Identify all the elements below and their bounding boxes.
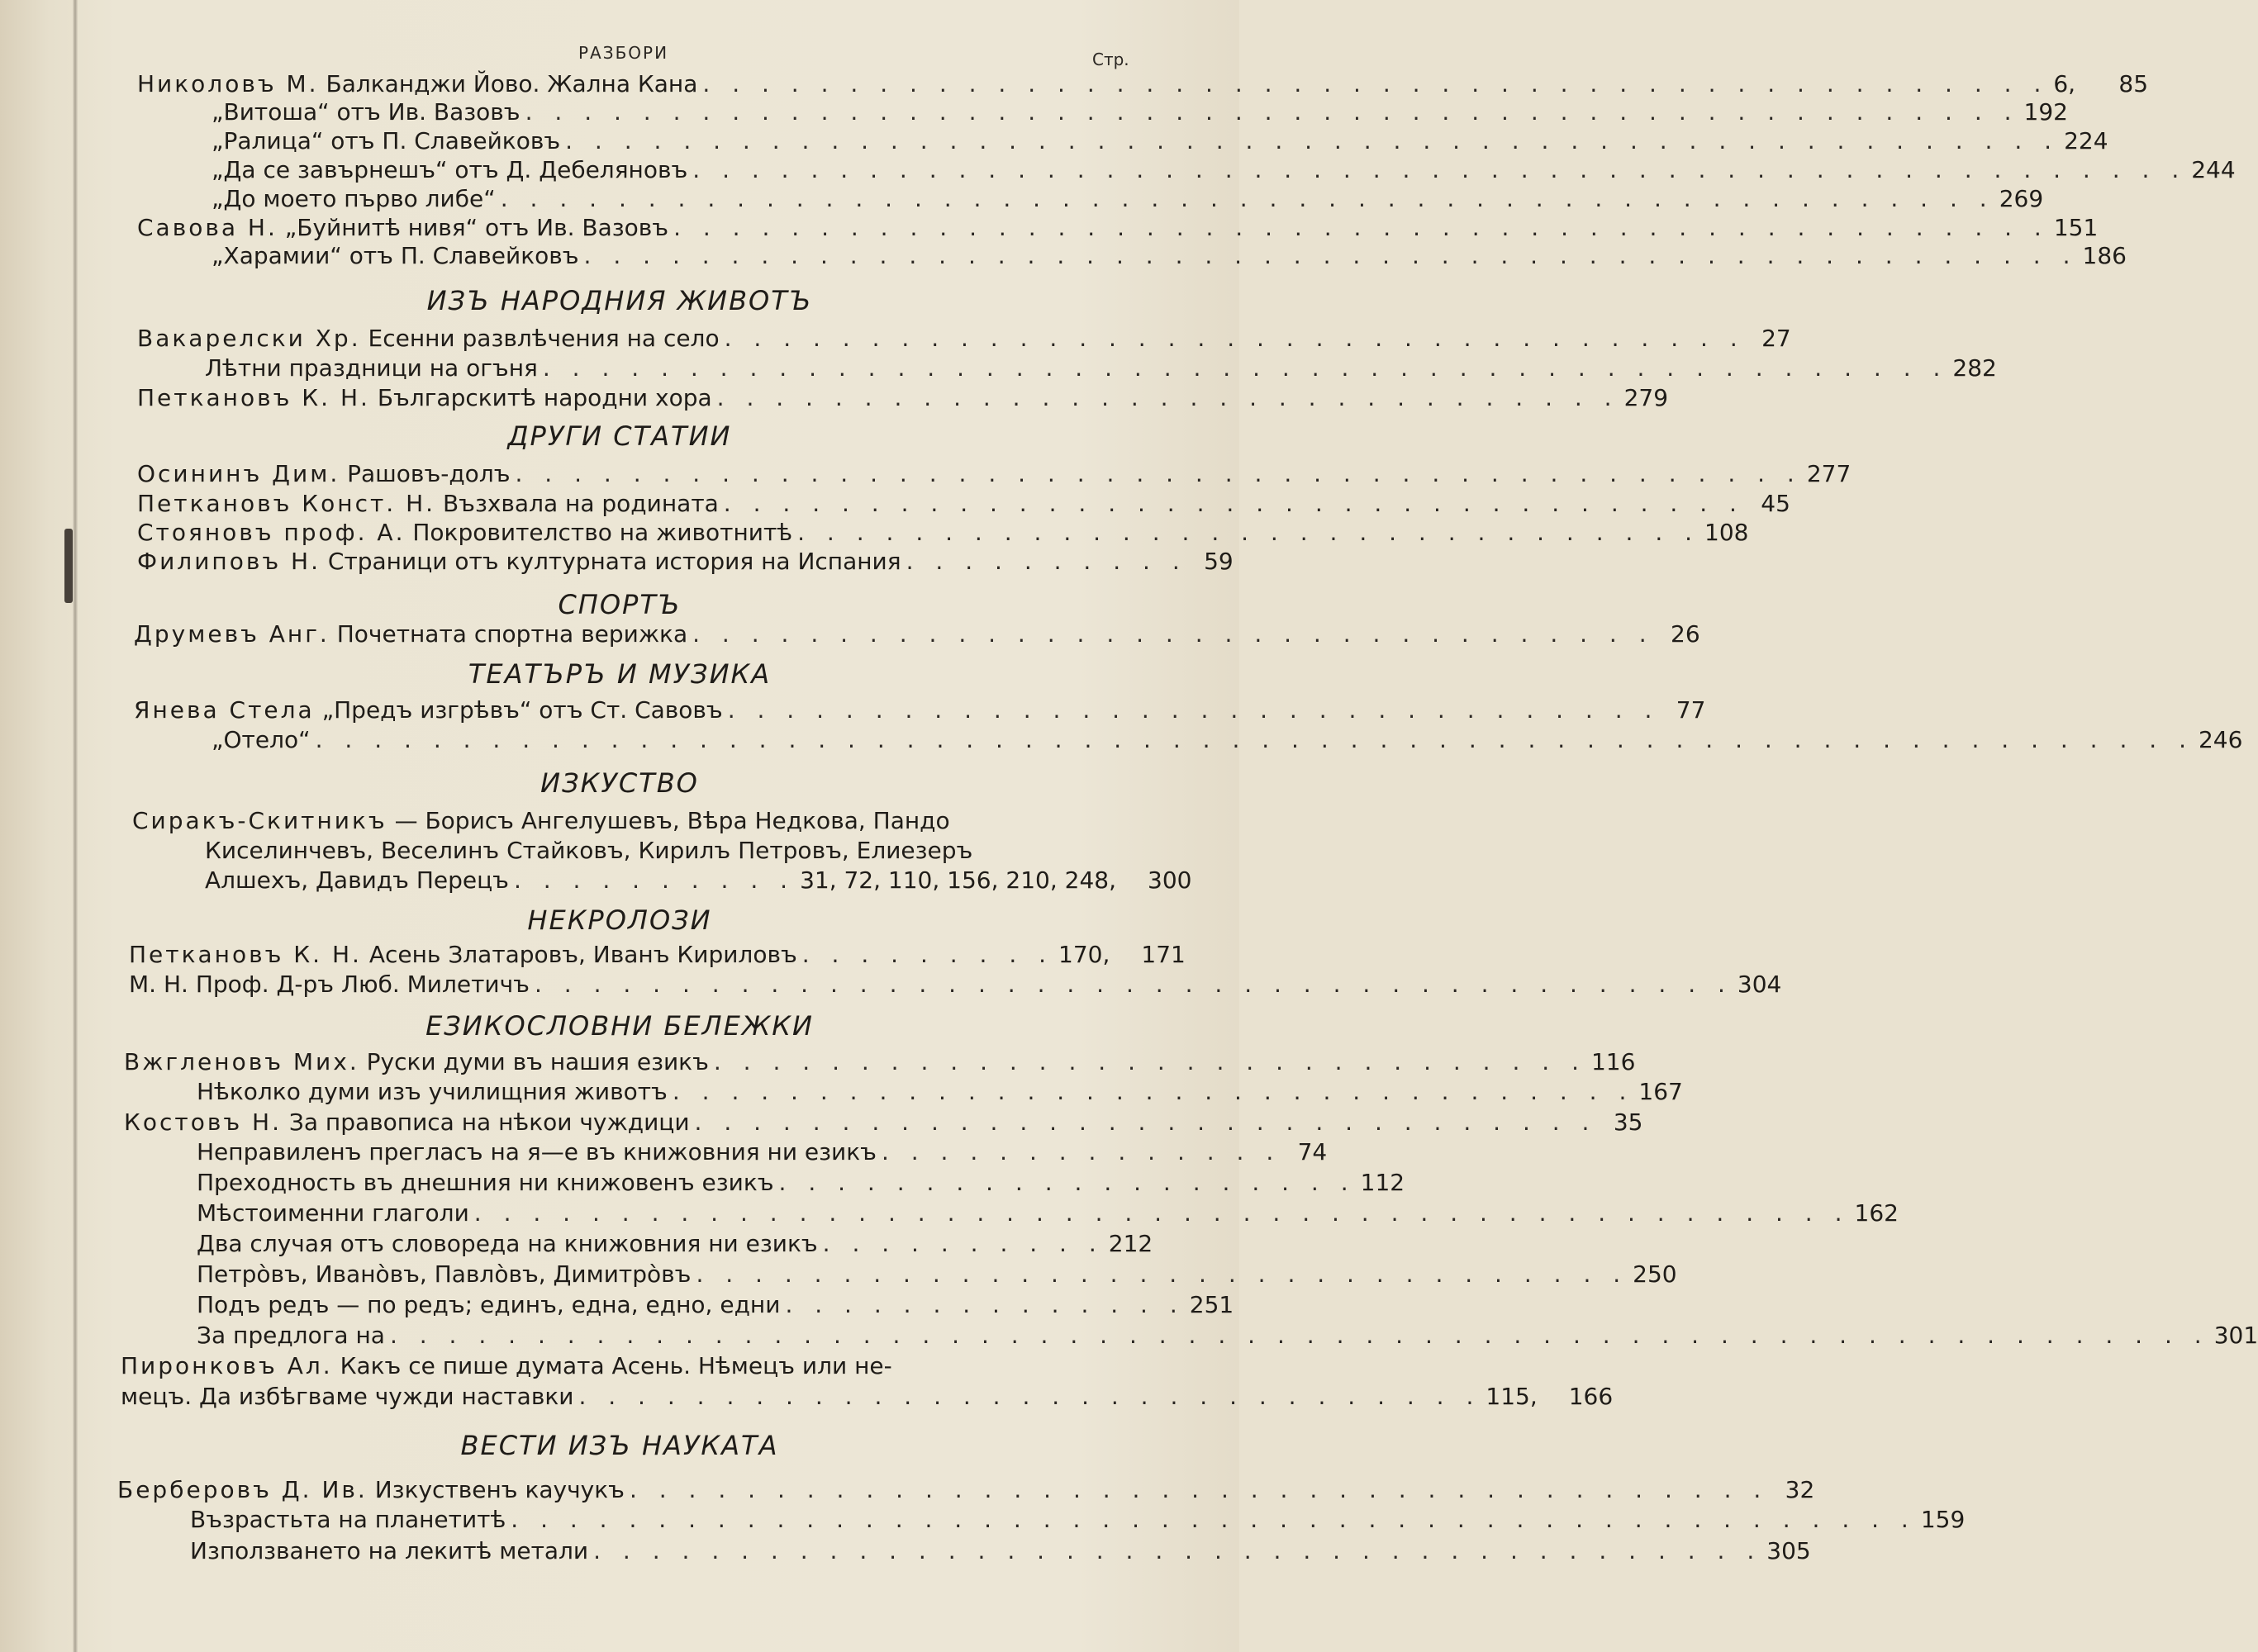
entry-title: Неправиленъ преглаcъ на я—е въ книжовния ни езикъ: [197, 1138, 877, 1165]
entry-title: „Ралица“ отъ П. Славейковъ: [212, 127, 561, 154]
entry-title: За правописа на нѣкои чуждици: [288, 1108, 690, 1136]
entry-author: Петкановъ Конст. Н.: [137, 490, 436, 517]
toc-entry: [137, 489, 1790, 519]
entry-title: Асень Златаровъ, Иванъ Кириловъ: [368, 941, 797, 968]
entry-page: 159: [1920, 1506, 1966, 1533]
entry-page: 244: [2191, 156, 2236, 183]
entry-author: Друмевъ Анг.: [134, 620, 330, 648]
entry-author: Осининъ Дим.: [137, 460, 340, 487]
toc-entry: [197, 1077, 1683, 1107]
leader-dots: . . . . . . . . . . . . . . . . . . . . . . . . . . . . . . . . . . . . . . . . . . . . . . .: [673, 214, 2049, 241]
section-heading: ВЕСТИ ИЗЪ НАУКАТА: [460, 1430, 779, 1461]
entry-author: Николовъ М.: [137, 70, 319, 97]
entry-author: Вакарелски Хр.: [137, 325, 361, 352]
entry-page: 186: [2082, 242, 2127, 269]
leader-dots: . . . . . . . . . . . . . .: [785, 1291, 1185, 1318]
toc-entry: [190, 1505, 1966, 1535]
entry-title: Покровителство на животнитѣ: [412, 519, 793, 546]
entry-title: Възхвала на родината: [442, 490, 719, 517]
leader-dots: . . . . . . . . . . . . . . . . . . . . . . . . . . . . . . . . . . .: [724, 325, 1745, 352]
entry-author: Филиповъ Н.: [137, 548, 321, 575]
leader-dots: . . . . . . . . .: [801, 941, 1054, 968]
entry-extra-page: 6,: [2053, 70, 2076, 97]
entry-page: 77: [1676, 696, 1706, 724]
toc-entry: [134, 620, 1700, 649]
entry-page: 59: [1204, 548, 1234, 575]
toc-entry: [137, 459, 1852, 489]
leader-dots: . . . . . . . . . . . . . . . . . . . . . . . . . . . . . . . . .: [672, 1078, 1634, 1105]
entry-page: 85: [2118, 70, 2149, 97]
toc-entry: [205, 354, 1997, 383]
entry-page: 279: [1623, 384, 1669, 411]
entry-title: Два случая отъ словореда на книжовния ни езикъ: [197, 1230, 818, 1257]
leader-dots: . . . . . . . . . . . . . . . . . . . . . . . . . . . . . . . . . . . . . . . . . . . . . . . .: [542, 354, 1948, 382]
leader-dots: . . . . . . . . . .: [822, 1230, 1104, 1257]
leader-dots: . . . . . . . . . .: [513, 866, 796, 894]
leader-dots: . . . . . . . . . . . . . . . . . . . . . . . . . . . . . . . . . . . . . . . . . . . . . .: [702, 70, 2049, 97]
entry-author: Вжгленовъ Мих.: [124, 1048, 359, 1075]
entry-extra-page: 31, 72, 110, 156, 210, 248,: [800, 866, 1116, 894]
toc-entry: [137, 213, 2099, 243]
toc-entry: [197, 1321, 2258, 1351]
entry-title: Нѣколко думи изъ училищния животъ: [197, 1078, 668, 1105]
leader-dots: . . . . . . . . . . . . . .: [881, 1138, 1281, 1165]
leader-dots: . . . . . . . . . . . . . . . . . . . . . . . . . . . . . . .: [716, 384, 1619, 411]
toc-entry: [117, 1475, 1815, 1505]
leader-dots: . . . . . . . . . . . . . . . . . . . . . . . . . . . . . . . . . . . . . . . . . . . . . . . . . . .: [565, 127, 2060, 154]
entry-title: „Отело“: [212, 726, 311, 753]
toc-entry-continuation: Киселинчевъ, Веселинъ Стайковъ, Кирилъ Петровъ, Елиезеръ: [205, 837, 973, 864]
leader-dots: . . . . . . . . . . . . . . . . . . . . . . . . . . . . . . . . . . . . . . . . . . . . . . . . . . .: [583, 242, 2078, 269]
entry-title: Почетната спортна верижка: [336, 620, 688, 648]
entry-page: 251: [1189, 1291, 1234, 1318]
leader-dots: . . . . . . . . . .: [906, 548, 1187, 575]
entry-page: 224: [2064, 127, 2108, 154]
toc-entry: [137, 518, 1749, 548]
toc-entry: [129, 970, 1782, 999]
entry-extra-page: 115,: [1486, 1383, 1538, 1410]
leader-dots: . . . . . . . . . . . . . . . . . . . . . . . . . . . . . . . . . . . . . . . . . . . .: [515, 460, 1802, 487]
leader-dots: . . . . . . . . . . . . . . . . . . . . . . . . . . . . . . .: [694, 1108, 1597, 1136]
toc-entry: [137, 69, 2149, 99]
toc-entry: [197, 1199, 1899, 1228]
entry-page: 304: [1737, 971, 1782, 998]
leader-dots: . . . . . . . . . . . . . . . . . . . .: [778, 1169, 1356, 1196]
toc-entry: [197, 1229, 1153, 1259]
toc-entry: [212, 97, 2068, 127]
entry-title: „Предъ изгрѣвъ“ отъ Ст. Савовъ: [321, 696, 723, 724]
toc-entry: [137, 547, 1234, 577]
toc-entry: [190, 1536, 1811, 1566]
leader-dots: . . . . . . . . . . . . . . . . . . . . . . . . . . . . . . . . . . . . . . . . . . . . . . . . . . .: [525, 98, 2019, 126]
entry-title: „Буйнитѣ нивя“ отъ Ив. Вазовъ: [284, 214, 669, 241]
entry-page: 112: [1360, 1169, 1405, 1196]
entry-title: Преходность въ днешния ни книжовенъ езикъ: [197, 1169, 774, 1196]
entry-title: Мѣстоименни глаголи: [197, 1199, 469, 1227]
entry-author: Петкановъ К. Н.: [129, 941, 362, 968]
entry-author: Стояновъ проф. А.: [137, 519, 406, 546]
entry-title: — Борисъ Ангелушевъ, Вѣра Недкова, Пандо: [394, 807, 950, 834]
entry-author: Костовъ Н.: [124, 1108, 282, 1136]
entry-title: Лѣтни праздници на огъня: [205, 354, 538, 382]
toc-entry: [121, 1351, 892, 1381]
toc-entry-continuation: [205, 866, 1192, 895]
leader-dots: . . . . . . . . . . . . . . . . . . . . . . . . . . . . . . . . . . . . . . . . . . . . . . . .: [511, 1506, 1916, 1533]
leader-dots: . . . . . . . . . . . . . . . . . . . . . . . . . . . . . . . . . . . . . . . . . . . . . . . . . . . . . . . . . . . . . . . .: [315, 726, 2194, 753]
entry-page: 45: [1761, 490, 1790, 517]
toc-entry: [124, 1108, 1643, 1137]
entry-page: 35: [1613, 1108, 1643, 1136]
entry-title: Възрастьта на планетитѣ: [190, 1506, 506, 1533]
toc-entry: [129, 940, 1186, 970]
section-heading: СПОРТЪ: [558, 589, 682, 620]
toc-entry: [212, 241, 2127, 271]
toc-entry: [212, 725, 2243, 755]
leader-dots: . . . . . . . . . . . . . . . . . . . . . . . . . . . . . . .: [578, 1383, 1481, 1410]
entry-page: 171: [1141, 941, 1186, 968]
leader-dots: . . . . . . . . . . . . . . . . . . . . . . . . . . . . . . .: [797, 519, 1700, 546]
entry-page: 27: [1761, 325, 1791, 352]
page-column-label: Стр.: [1092, 50, 1129, 69]
toc-entry: [132, 806, 950, 836]
entry-title: Рашовъ-долъ: [347, 460, 511, 487]
toc-entry: [124, 1047, 1636, 1077]
entry-page: 301: [2213, 1322, 2258, 1349]
entry-title: Подъ редъ — по редъ; единъ, една, едно, едни: [197, 1291, 781, 1318]
toc-entry: [197, 1260, 1677, 1289]
entry-page: 277: [1806, 460, 1852, 487]
toc-entry: [137, 383, 1669, 413]
entry-title: Какъ се пише думата Асень. Нѣмецъ или не-: [340, 1352, 892, 1379]
section-heading: ТЕАТЪРЪ И МУЗИКА: [468, 658, 772, 690]
entry-page: 269: [1999, 185, 2044, 212]
entry-title: „До моето първо либе“: [212, 185, 496, 212]
entry-author: Берберовъ Д. Ив.: [117, 1476, 368, 1503]
toc-entry: [137, 324, 1791, 354]
entry-page: 166: [1568, 1383, 1614, 1410]
toc-entry: [134, 695, 1706, 725]
entry-author: Янева Стела: [134, 696, 315, 724]
leader-dots: . . . . . . . . . . . . . . . . . . . . . . . . . . . . . . . . . . . . . . . . . . . . . . .: [473, 1199, 1850, 1227]
entry-page: 151: [2053, 214, 2099, 241]
entry-title: Есенни развлѣчения на село: [368, 325, 720, 352]
entry-author: Сиракъ-Скитникъ: [132, 807, 387, 834]
toc-entry: [197, 1290, 1234, 1320]
entry-title: За предлога на: [197, 1322, 385, 1349]
entry-page: 162: [1854, 1199, 1899, 1227]
entry-page: 26: [1671, 620, 1700, 648]
entry-title: „Витоша“ отъ Ив. Вазовъ: [212, 98, 521, 126]
entry-page: 305: [1766, 1537, 1811, 1564]
entry-title: Алшехъ, Давидъ Перецъ: [205, 866, 509, 894]
entry-title: „Харамии“ отъ П. Славейковъ: [212, 242, 579, 269]
entry-extra-page: 170,: [1058, 941, 1110, 968]
leader-dots: . . . . . . . . . . . . . . . . . . . . . . . . . . . . . . . . . . . . . . . . . . . . . . . . . . . . . . . . . . . . . .: [389, 1322, 2209, 1349]
leader-dots: . . . . . . . . . . . . . . . . . . . . . . . . . . . . . . . . . . . . . . . .: [593, 1537, 1762, 1564]
entry-title: Използването на лекитѣ метали: [190, 1537, 589, 1564]
entry-page: 192: [2023, 98, 2068, 126]
leader-dots: . . . . . . . . . . . . . . . . . . . . . . . . . . . . . . . . . . . . . . . . . . . . . . . . . . .: [692, 156, 2187, 183]
leader-dots: . . . . . . . . . . . . . . . . . . . . . . . . . . . . . . . .: [727, 696, 1660, 724]
entry-title: Страници отъ културната история на Испания: [327, 548, 901, 575]
entry-page: 116: [1590, 1048, 1636, 1075]
section-heading: ДРУГИ СТАТИИ: [507, 420, 732, 452]
section-heading: ИЗКУСТВО: [540, 767, 699, 799]
entry-author: Пиронковъ Ал.: [121, 1352, 333, 1379]
entry-page: 108: [1704, 519, 1749, 546]
section-heading: ИЗЪ НАРОДНИЯ ЖИВОТЪ: [426, 285, 813, 316]
entry-title: Балканджи Йово. Жална Кана: [326, 70, 698, 97]
entry-title: мецъ. Да избѣгваме чужди наставки: [121, 1383, 574, 1410]
leader-dots: . . . . . . . . . . . . . . . . . . . . . . . . . . . . . .: [713, 1048, 1586, 1075]
entry-page: 282: [1952, 354, 1997, 382]
leader-dots: . . . . . . . . . . . . . . . . . . . . . . . . . . . . . . . . . . . . . . . . . . . . . . . . . . .: [500, 185, 1994, 212]
leader-dots: . . . . . . . . . . . . . . . . . . . . . . . . . . . . . . . . . . .: [723, 490, 1744, 517]
entry-page: 246: [2198, 726, 2243, 753]
entry-title: Изкуственъ каучукъ: [374, 1476, 625, 1503]
entry-page: 250: [1633, 1260, 1677, 1288]
entry-author: Савова Н.: [137, 214, 278, 241]
entry-page: 32: [1785, 1476, 1815, 1503]
running-header: РАЗБОРИ: [578, 43, 669, 63]
section-heading: НЕКРОЛОЗИ: [527, 904, 712, 936]
entry-title: „Да се завърнешъ“ отъ Д. Дебеляновъ: [212, 156, 688, 183]
toc-entry: [197, 1168, 1405, 1198]
toc-entry: [212, 184, 2044, 214]
entry-title: Петро̀въ, Ивано̀въ, Павло̀въ, Димитро̀въ: [197, 1260, 692, 1288]
toc-entry: [212, 155, 2236, 185]
entry-page: 167: [1638, 1078, 1683, 1105]
leader-dots: . . . . . . . . . . . . . . . . . . . . . . . . . . . . . . . .: [696, 1260, 1628, 1288]
entry-author: Петкановъ К. Н.: [137, 384, 370, 411]
entry-page: 300: [1148, 866, 1192, 894]
entry-page: 212: [1108, 1230, 1153, 1257]
toc-entry-continuation: [121, 1382, 1614, 1412]
entry-title: М. Н. Проф. Д-ръ Люб. Милетичъ: [129, 971, 530, 998]
section-heading: ЕЗИКОСЛОВНИ БЕЛЕЖКИ: [425, 1010, 814, 1042]
leader-dots: . . . . . . . . . . . . . . . . . . . . . . . . . . . . . . . . .: [692, 620, 1654, 648]
leader-dots: . . . . . . . . . . . . . . . . . . . . . . . . . . . . . . . . . . . . . . . . .: [534, 971, 1733, 998]
entry-title: Българскитѣ народни хора: [377, 384, 712, 411]
toc-entry: [212, 126, 2108, 156]
entry-title: Руски думи въ нашия езикъ: [366, 1048, 709, 1075]
toc-entry: [197, 1137, 1328, 1167]
leader-dots: . . . . . . . . . . . . . . . . . . . . . . . . . . . . . . . . . . . . . . .: [629, 1476, 1769, 1503]
entry-page: 74: [1297, 1138, 1328, 1165]
